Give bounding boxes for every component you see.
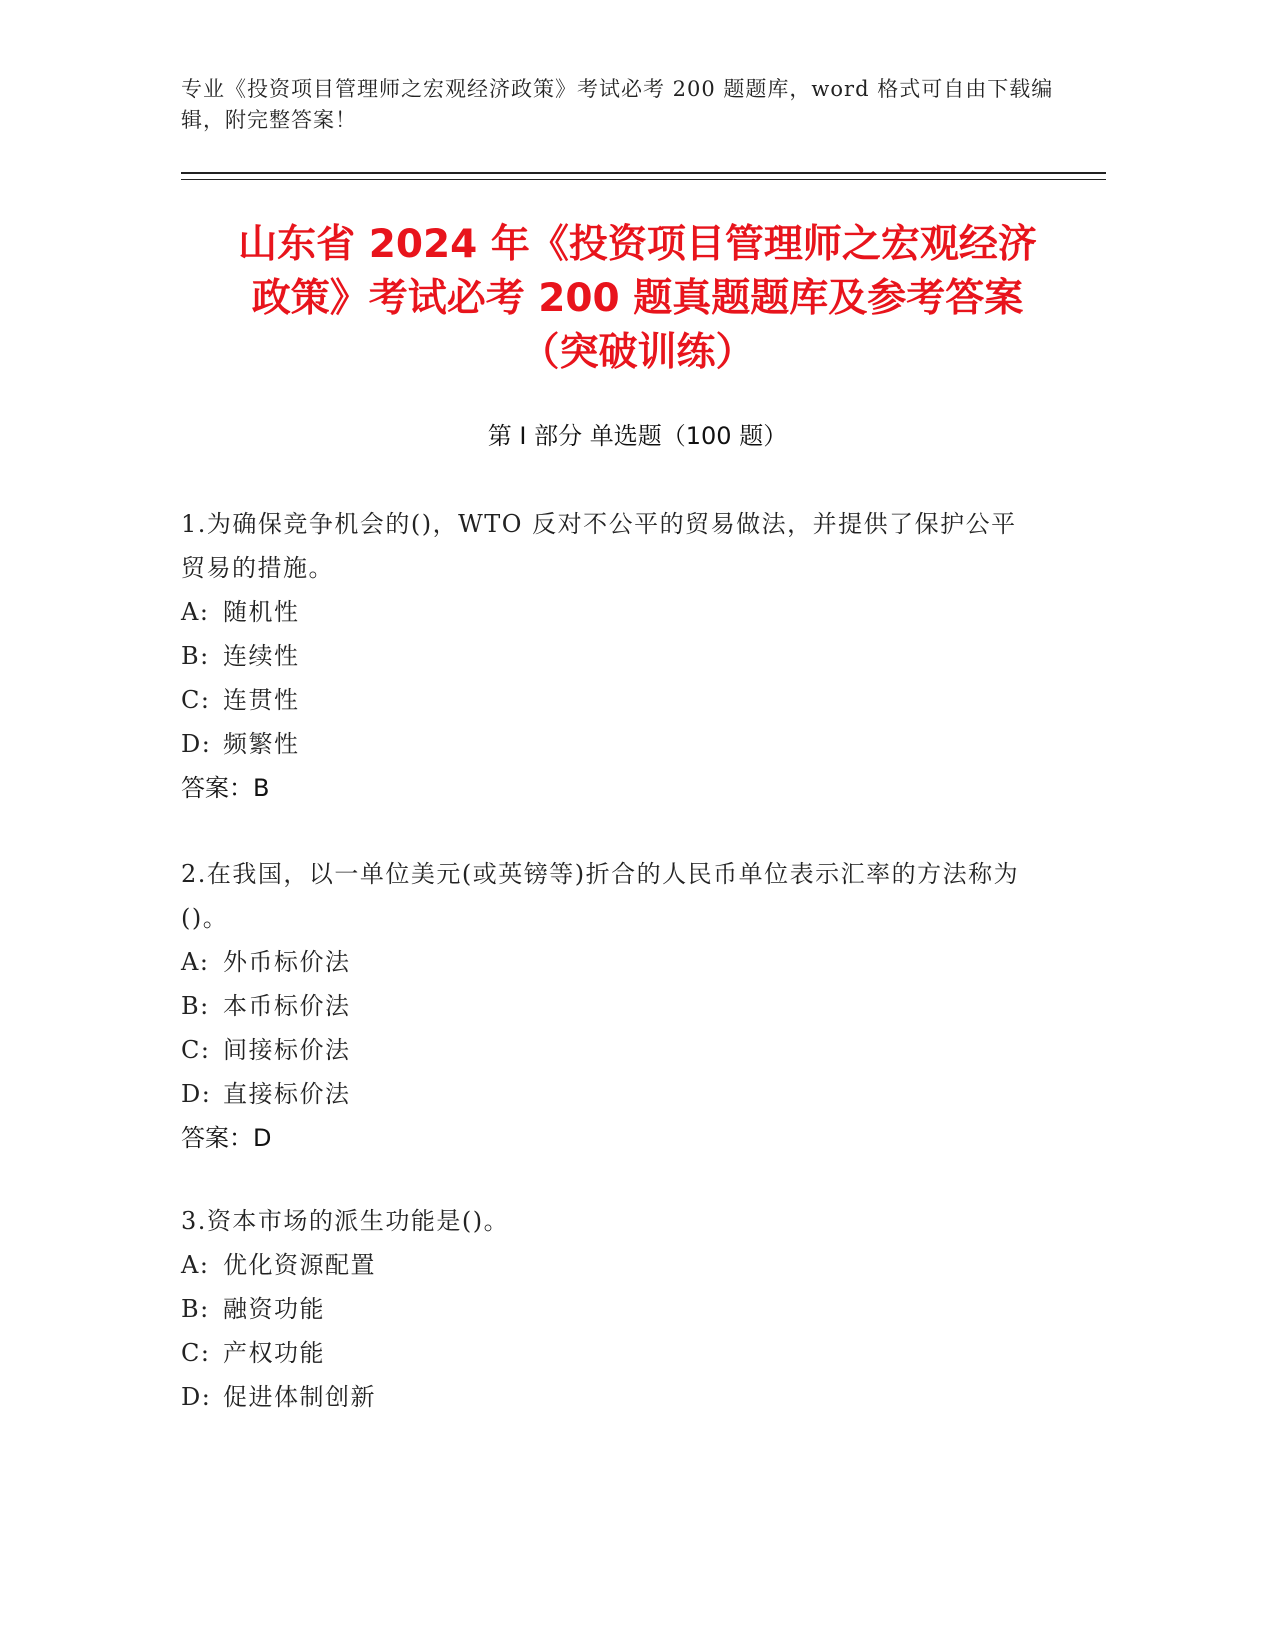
question-1 <box>181 502 1041 810</box>
option-key: C: <box>181 1036 211 1064</box>
option-text: 连续性 <box>223 642 300 670</box>
option-key: C: <box>181 1339 211 1367</box>
option-a <box>181 940 1041 984</box>
option-b <box>181 984 1041 1028</box>
document-title <box>150 218 1125 380</box>
option-key: D: <box>181 1080 212 1108</box>
option-d <box>181 722 1041 766</box>
option-text: 本币标价法 <box>223 992 351 1020</box>
answer-label: 答案：B <box>181 774 270 802</box>
option-key: B: <box>181 992 210 1020</box>
header-divider-thick <box>181 172 1106 174</box>
option-text: 连贯性 <box>223 686 300 714</box>
option-key: B: <box>181 642 210 670</box>
option-text: 优化资源配置 <box>223 1251 376 1279</box>
question-2 <box>181 852 1041 1160</box>
question-stem: 3.资本市场的派生功能是()。 <box>181 1207 510 1235</box>
option-key: D: <box>181 1383 212 1411</box>
question-stem: 2.在我国，以一单位美元(或英镑等)折合的人民币单位表示汇率的方法称为()。 <box>181 860 1020 932</box>
option-text: 随机性 <box>223 598 300 626</box>
option-key: A: <box>181 598 210 626</box>
option-key: D: <box>181 730 212 758</box>
option-a <box>181 590 1041 634</box>
option-key: C: <box>181 686 211 714</box>
option-c <box>181 1028 1041 1072</box>
header-note: 专业《投资项目管理师之宏观经济政策》考试必考 200 题题库，word 格式可自由下载编辑，附完整答案！ <box>181 77 1054 132</box>
section-title: 第 I 部分 单选题（100 题） <box>487 422 788 450</box>
document-title-line-1: 山东省 2024 年《投资项目管理师之宏观经济 <box>238 222 1037 267</box>
option-c <box>181 1331 1041 1375</box>
option-key: A: <box>181 948 210 976</box>
option-c <box>181 678 1041 722</box>
option-b <box>181 634 1041 678</box>
option-text: 外币标价法 <box>223 948 351 976</box>
option-text: 融资功能 <box>223 1295 325 1323</box>
option-text: 频繁性 <box>223 730 300 758</box>
option-text: 直接标价法 <box>223 1080 351 1108</box>
option-d <box>181 1072 1041 1116</box>
option-a <box>181 1243 1041 1287</box>
option-text: 间接标价法 <box>223 1036 351 1064</box>
option-text: 促进体制创新 <box>223 1383 376 1411</box>
header-divider-thin <box>181 179 1106 180</box>
option-d <box>181 1375 1041 1419</box>
question-3 <box>181 1199 1041 1419</box>
answer-label: 答案：D <box>181 1124 272 1152</box>
question-stem: 1.为确保竞争机会的()，WTO 反对不公平的贸易做法，并提供了保护公平贸易的措施。 <box>181 510 1017 582</box>
option-key: B: <box>181 1295 210 1323</box>
document-title-line-3: （突破训练） <box>520 330 755 375</box>
document-title-line-2: 政策》考试必考 200 题真题题库及参考答案 <box>251 276 1024 321</box>
option-text: 产权功能 <box>223 1339 325 1367</box>
option-b <box>181 1287 1041 1331</box>
option-key: A: <box>181 1251 210 1279</box>
